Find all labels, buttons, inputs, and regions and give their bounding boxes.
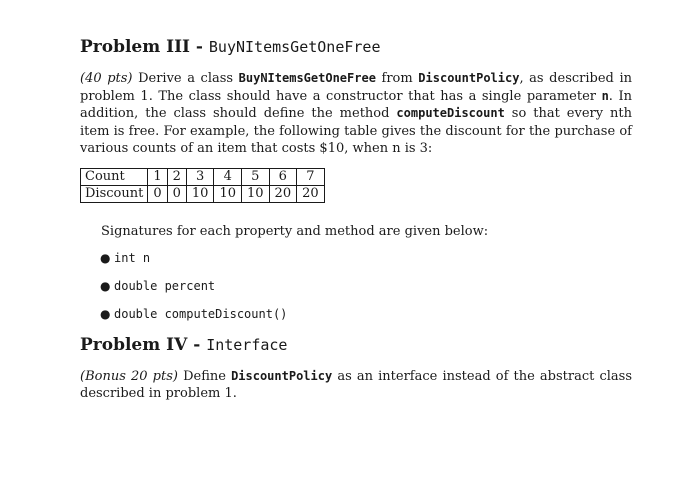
table-row-discount [81,185,325,202]
bullet-icon: ● [100,306,111,321]
count-cell: 5 [242,168,270,185]
list-item [100,278,632,295]
problem-3-points: (40 pts) [80,71,133,86]
discount-cell: 10 [214,185,242,202]
count-header-cell: Count [81,168,148,185]
problem-3-text-5: so that every nth item is free. For example, the following table gives the discount for the purchase of various counts of an item that costs $10, when n is 3: [80,106,633,156]
signature-double-percent: double percent [114,278,216,293]
discount-cell: 10 [242,185,270,202]
signature-int-n: int n [114,250,151,265]
problem-4-text-1: Define [177,368,232,384]
discount-cell: 20 [297,185,325,202]
problem-3-code-class: BuyNItemsGetOneFree [238,71,376,85]
problem-4-points: (Bonus 20 pts) [80,368,178,384]
problem-3-title-code: BuyNItemsGetOneFree [208,38,381,56]
signature-compute-discount: double computeDiscount() [114,306,288,321]
problem-4-title-code: Interface [206,335,288,354]
table-row-count [81,168,325,185]
discount-table [80,168,325,203]
document-page [80,34,632,403]
list-item [100,306,632,323]
problem-4-code-interface: DiscountPolicy [231,368,333,383]
problem-3-text-2: from [375,71,419,86]
problem-3-description [80,70,632,158]
problem-3-title-prefix: Problem III - [80,37,209,57]
bullet-icon: ● [100,250,111,265]
count-cell: 6 [269,168,297,185]
signature-list [100,250,632,323]
problem-3-text-3: , as described in problem 1. The class should have a constructor that has a single parameter [80,71,632,104]
problem-3-code-method: computeDiscount [396,106,505,120]
count-cell: 4 [214,168,242,185]
problem-3-text-4: . In addition, the class should define the method [80,88,632,121]
discount-header-cell: Discount [81,185,148,202]
problem-4-title-prefix: Problem IV - [80,334,207,355]
problem-4-text-2: as an interface instead of the abstract class described in problem 1. [80,368,633,401]
discount-cell: 10 [186,185,214,202]
bullet-icon: ● [100,278,111,293]
discount-cell: 0 [148,185,167,202]
problem-3-title [80,36,632,58]
count-cell: 7 [297,168,325,185]
discount-cell: 0 [167,185,186,202]
count-cell: 2 [167,168,186,185]
problem-3-code-base: DiscountPolicy [418,71,520,85]
discount-cell: 20 [269,185,297,202]
problem-4-title [80,334,632,356]
problem-4-description [80,368,632,403]
problem-3-text-1: Derive a class [132,71,239,86]
signatures-intro: Signatures for each property and method are given below: [101,223,489,239]
problem-3-code-param: n [601,88,609,103]
list-item [100,250,632,267]
count-cell: 3 [186,168,214,185]
count-cell: 1 [148,168,167,185]
